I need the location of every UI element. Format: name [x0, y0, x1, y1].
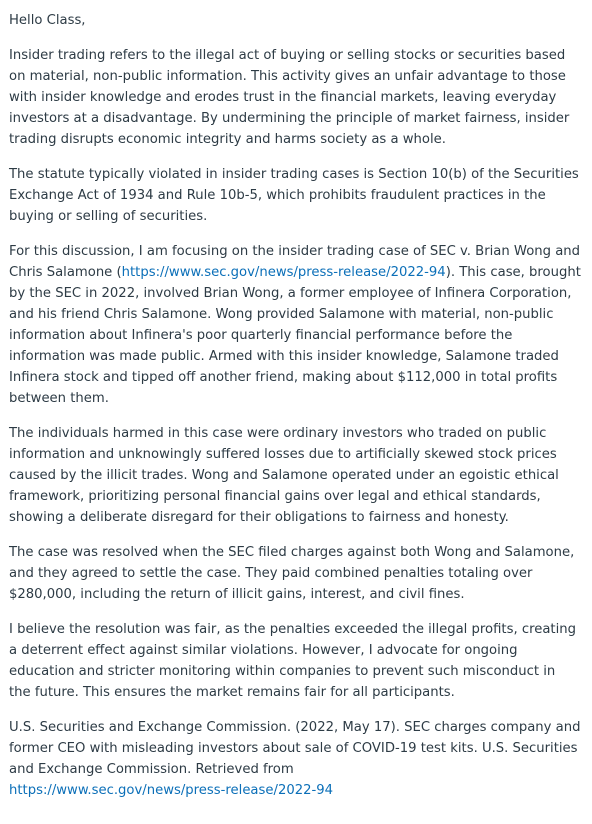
post-paragraph-resolution: The case was resolved when the SEC filed charges against both Wong and Salamone, and they agreed to settle the case. They paid combined penalties totaling over $280,000, including the return of illicit gains, interest, and civil fines.	[9, 545, 575, 602]
post-paragraph-definition: Insider trading refers to the illegal act of buying or selling stocks or securities based on material, non-public information. This activity gives an unfair advantage to those with insider knowledge and erodes trust in the financial markets, leaving everyday investors at a disadvantage. By undermining the principle of market fairness, insider trading disrupts economic integrity and harms society as a whole.	[9, 48, 570, 147]
post-greeting: Hello Class,	[9, 13, 86, 28]
post-reference	[9, 717, 581, 801]
post-paragraph-statute: The statute typically violated in insider trading cases is Section 10(b) of the Securities Exchange Act of 1934 and Rule 10b-5, which prohibits fraudulent practices in the buying or selling of securities.	[9, 167, 579, 224]
post-paragraph-case	[9, 241, 581, 409]
case-press-release-link[interactable]: https://www.sec.gov/news/press-release/2022-94	[121, 265, 446, 280]
reference-link[interactable]: https://www.sec.gov/news/press-release/2022-94	[9, 783, 334, 798]
post-paragraph-harm: The individuals harmed in this case were ordinary investors who traded on public information and unknowingly suffered losses due to artificially skewed stock prices caused by the illicit trades. Wong and Salamone operated under an egoistic ethical framework, prioritizing personal financial gains over legal and ethical standards, showing a deliberate disregard for their obligations to fairness and honesty.	[9, 426, 559, 525]
case-text-before: For this discussion, I am focusing on the insider trading case of SEC v. Brian Wong and Chris Salamone (	[9, 244, 581, 280]
post-paragraph-opinion: I believe the resolution was fair, as the penalties exceeded the illegal profits, creating a deterrent effect against similar violations. However, I advocate for ongoing education and stricter monitoring within companies to prevent such misconduct in the future. This ensures the market remains fair for all participants.	[9, 622, 576, 700]
discussion-post	[9, 10, 581, 801]
reference-text: U.S. Securities and Exchange Commission. (2022, May 17). SEC charges company and former CEO with misleading investors about sale of COVID-19 test kits. U.S. Securities and Exchange Commission. Retrieved from	[9, 720, 581, 777]
case-text-after: ). This case, brought by the SEC in 2022, involved Brian Wong, a former employee of Infinera Corporation, and his friend Chris Salamone. Wong provided Salamone with material, non-public information about Infinera's poor quarterly financial performance before the information was made public. Armed with this insider knowledge, Salamone traded Infinera stock and tipped off another friend, making about $112,000 in total profits between them.	[9, 265, 581, 406]
